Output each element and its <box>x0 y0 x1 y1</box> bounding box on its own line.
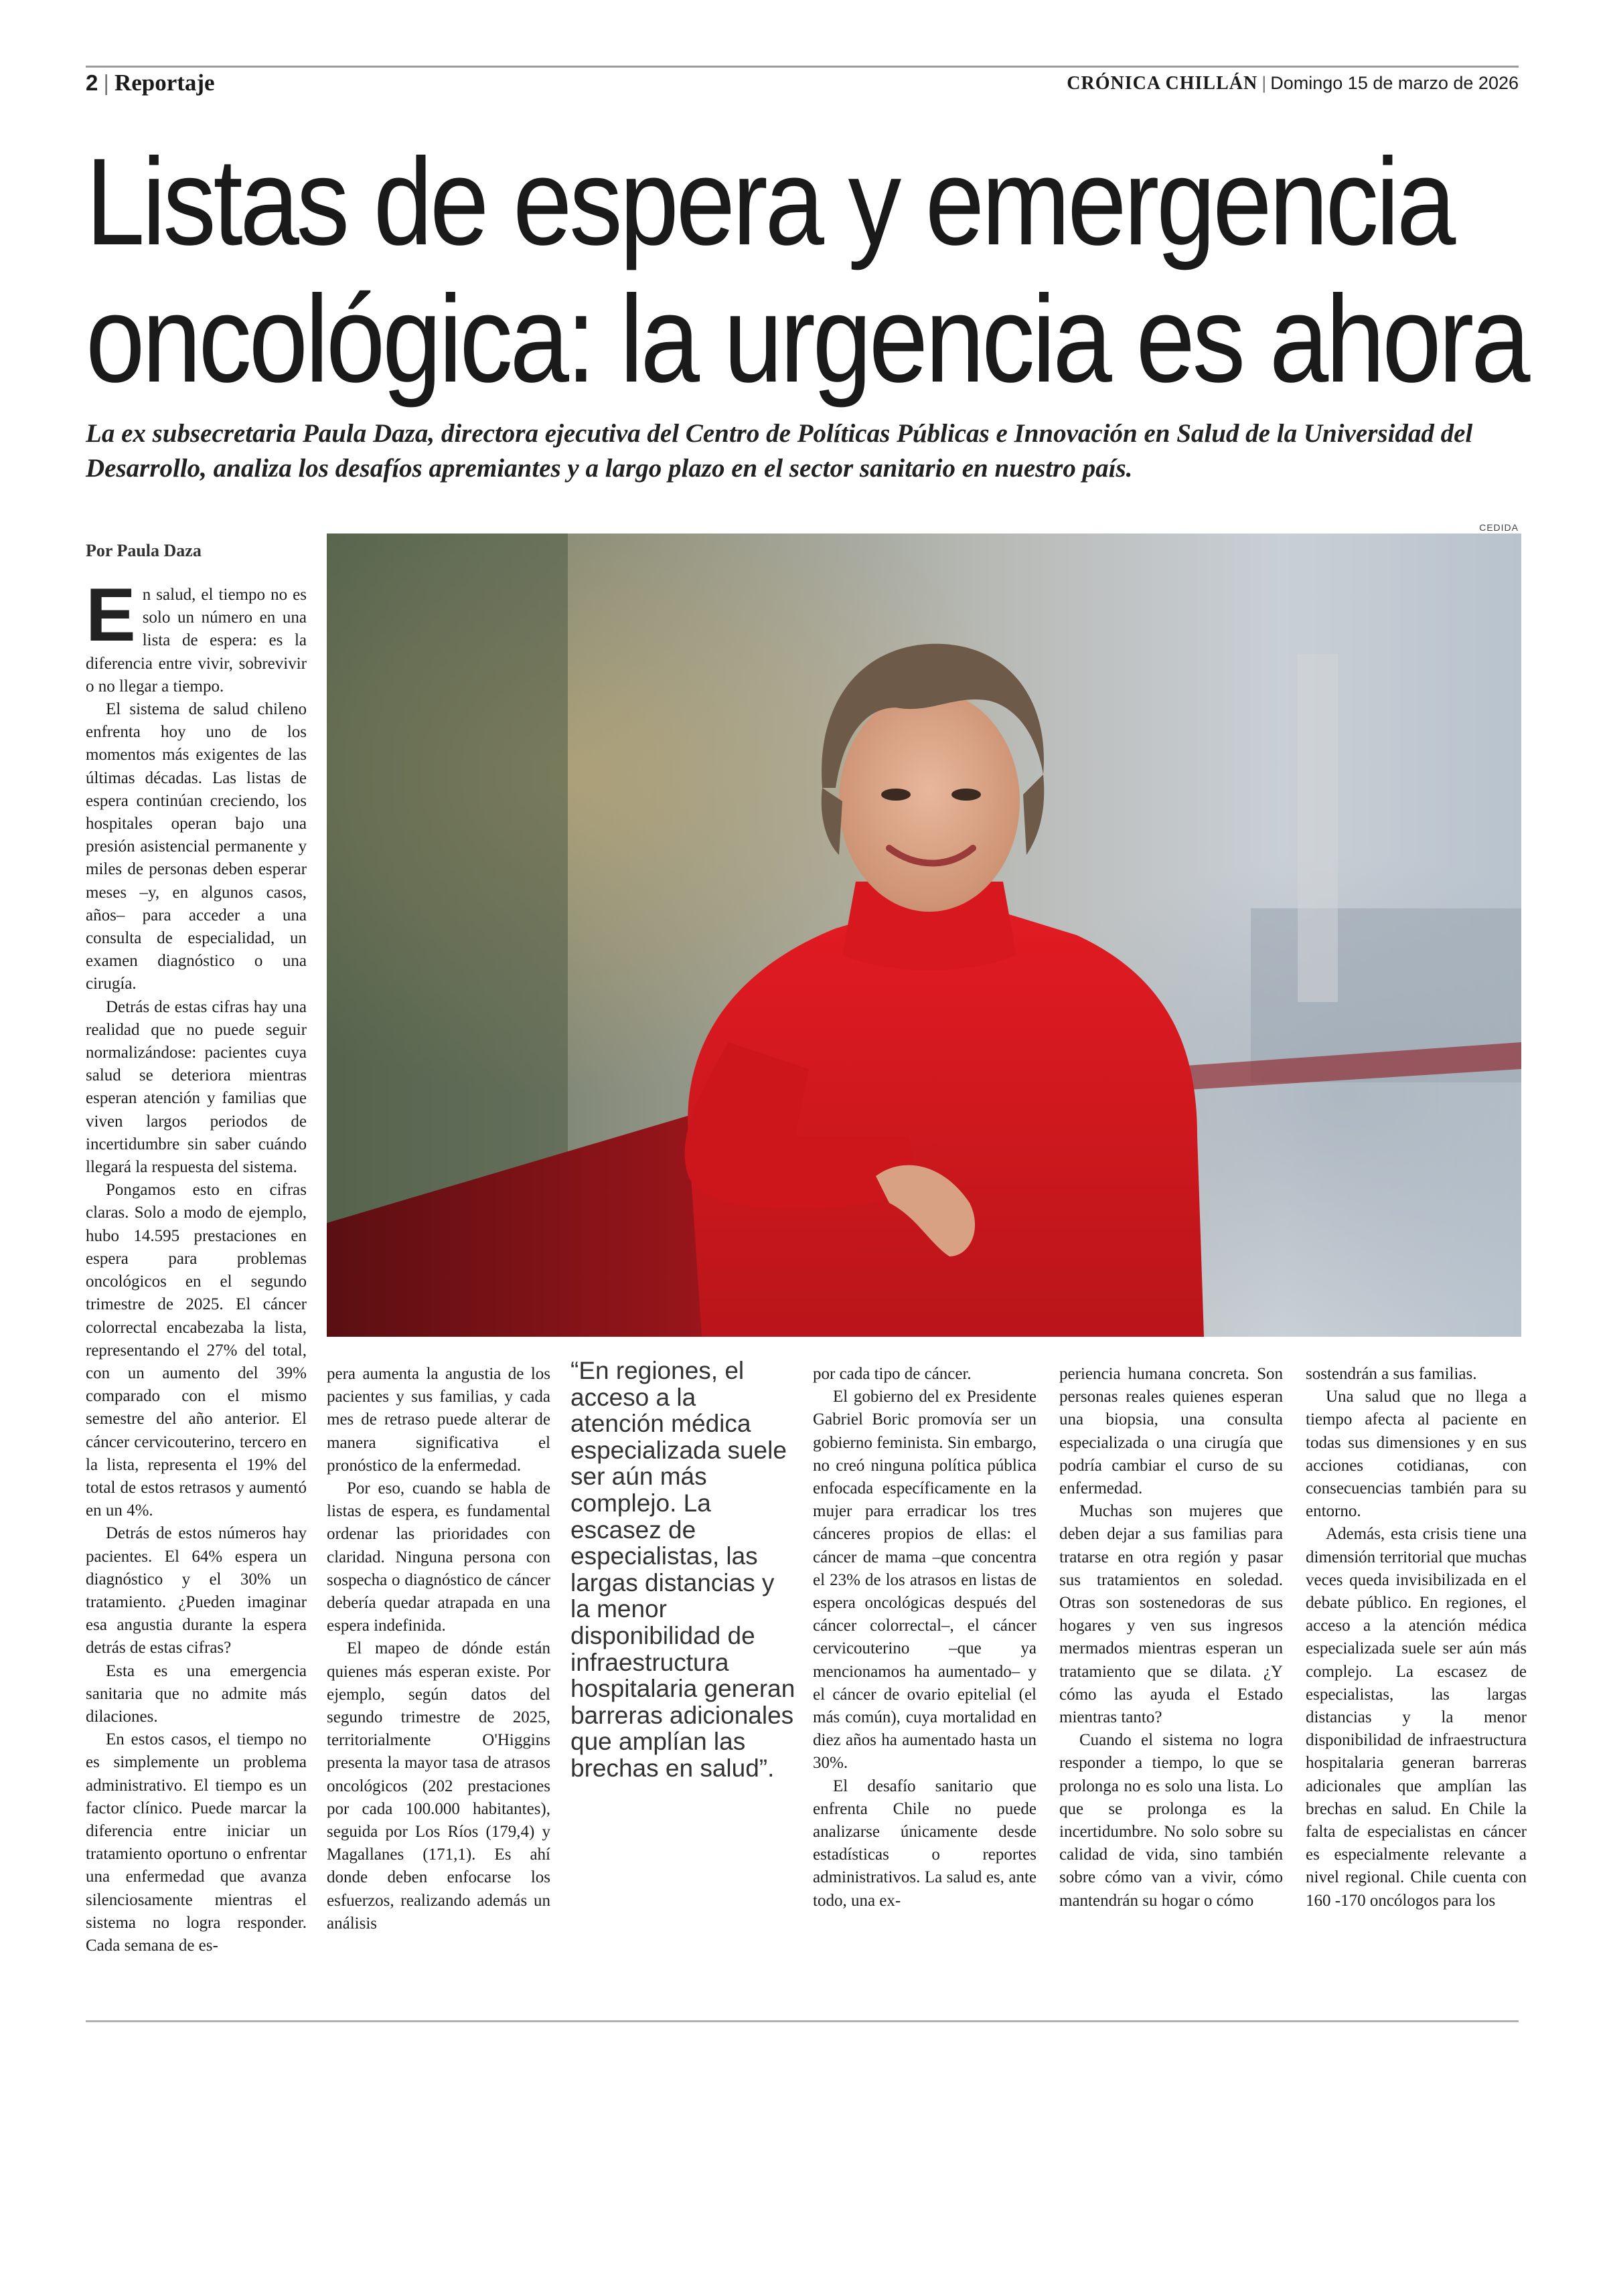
body-paragraph: Esta es una emergencia sanitaria que no admite más dilaciones. <box>86 1661 307 1726</box>
body-column-6 <box>1306 1363 1527 1912</box>
body-paragraph: por cada tipo de cáncer. <box>813 1365 972 1383</box>
body-paragraph: El gobierno del ex Presidente Gabriel Boric promovía ser un gobierno feminista. Sin embargo, no creó ninguna política pública enfocada específicamente en la mujer para erradicar los tres cánceres propios de ellas: el cáncer de mama –que concentra el 23% de los atrasos en listas de espera oncológicas después del cáncer colorrectal–, el cáncer cervicouterino –que ya mencionamos ha aumentado– y el cáncer de ovario epitelial (el más común), cuya mortalidad en diez años ha aumentado hasta un 30%. <box>813 1388 1037 1773</box>
publication-name: CRÓNICA CHILLÁN <box>1067 73 1258 94</box>
body-paragraph: pera aumenta la angustia de los pacientes y sus familias, y cada mes de retraso puede alterar de manera significativa el pronóstico de la enfermedad. <box>327 1365 550 1475</box>
body-paragraph: Además, esta crisis tiene una dimensión territorial que muchas veces queda invisibilizada en el debate público. En regiones, el acceso a la atención médica especializada suele ser aún más complejo. La escasez de especialistas, las largas distancias y la menor disponibilidad de infraestructura hospitalaria generan barreras adicionales que amplían las brechas en salud. En Chile la falta de especialistas en cáncer es especialmente relevante a nivel regional. Chile cuenta con 160 -170 oncólogos para los <box>1306 1525 1527 1910</box>
issue-date: Domingo 15 de marzo de 2026 <box>1270 73 1519 93</box>
body-paragraph: Pongamos esto en cifras claras. Solo a modo de ejemplo, hubo 14.595 prestaciones en espera para problemas oncológicos en el segundo trimestre de 2025. El cáncer colorrectal encabezaba la lista, representando el 27% del total, con un aumento del 39% comparado con el mismo semestre del año anterior. El cáncer cervicouterino, tercero en la lista, representa el 19% del total de estos retrasos y aumentó en un 4%. <box>86 1181 307 1520</box>
drop-cap: E <box>86 573 136 657</box>
headline-line-2: oncológica: la urgencia es ahora <box>86 270 1528 408</box>
body-paragraph: El mapeo de dónde están quienes más esperan existe. Por ejemplo, según datos del segundo trimestre de 2025, territorialmente O'Higgins presenta la mayor tasa de atrasos oncológicos (202 prestaciones por cada 100.000 habitantes), seguida por Los Ríos (179,4) y Magallanes (171,1). Es ahí donde deben enfocarse los esfuerzos, realizando además un análisis <box>327 1639 550 1933</box>
page-header-left <box>86 70 215 96</box>
article-deck: La ex subsecretaria Paula Daza, directora ejecutiva del Centro de Políticas Públicas e Innovación en Salud de la Universidad del Desarrollo, analiza los desafíos apremiantes y a largo plazo en el sector sanitario en nuestro país. <box>86 419 1473 483</box>
bottom-rule <box>86 2020 1519 2022</box>
body-paragraph-text: n salud, el tiempo no es solo un número en una lista de espera: es la diferencia entre vivir, sobrevivir o no llegar a tiempo. <box>86 586 307 695</box>
photo-credit: CEDIDA <box>1479 522 1519 533</box>
body-paragraph: Cuando el sistema no logra responder a tiempo, lo que se prolonga no es solo una lista. Lo que se prolonga es la incertidumbre. No solo sobre su calidad de vida, sino también sobre cómo van a vivir, cómo mantendrán su hogar o cómo <box>1059 1731 1283 1910</box>
headline-line-1: Listas de espera y emergencia <box>86 133 1454 271</box>
body-paragraph: periencia humana concreta. Son personas reales quienes esperan una biopsia, una consulta especializada o una cirugía que podría cambiar el curso de su enfermedad. <box>1059 1365 1283 1498</box>
portrait-photo <box>327 534 1521 1337</box>
body-column-2 <box>327 1363 550 1935</box>
headline <box>86 133 1528 408</box>
byline: Por Paula Daza <box>86 541 202 560</box>
body-column-1 <box>86 573 307 1957</box>
body-paragraph: Detrás de estas cifras hay una realidad que no puede seguir normalizándose: pacientes cuya salud se deteriora mientras esperan atención y familias que viven largos periodos de incertidumbre sin saber cuándo llegará la respuesta del sistema. <box>86 997 307 1177</box>
header-separator: | <box>103 70 109 95</box>
body-column-5 <box>1059 1363 1283 1912</box>
pull-quote: “En regiones, el acceso a la atención médica especializada suele ser aún más complejo. La escasez de especialistas, las largas distancias y la menor disponibilidad de infraestructura hospitalaria generan barreras adicionales que amplían las brechas en salud”. <box>570 1357 795 1782</box>
body-paragraph: Por eso, cuando se habla de listas de espera, es fundamental ordenar las prioridades con claridad. Ninguna persona con sospecha o diagnóstico de cáncer debería quedar atrapada en una espera indefinida. <box>327 1479 550 1635</box>
body-paragraph: El desafío sanitario que enfrenta Chile no puede analizarse únicamente desde estadísticas o reportes administrativos. La salud es, ante todo, una ex- <box>813 1777 1037 1910</box>
body-paragraph: Detrás de estos números hay pacientes. El 64% espera un diagnóstico y el 30% un tratamiento. ¿Pueden imaginar esa angustia durante la espera detrás de estas cifras? <box>86 1524 307 1657</box>
body-paragraph: El sistema de salud chileno enfrenta hoy uno de los momentos más exigentes de las últimas décadas. Las listas de espera continúan creciendo, los hospitales operan bajo una presión asistencial permanente y miles de personas deben esperar meses –y, en algunos casos, años– para acceder a una consulta de especialidad, un examen diagnóstico o una cirugía. <box>86 700 307 993</box>
body-paragraph <box>86 573 307 698</box>
body-column-4 <box>813 1363 1037 1912</box>
top-rule <box>86 66 1519 68</box>
body-paragraph: sostendrán a sus familias. <box>1306 1365 1477 1383</box>
page-number: 2 <box>86 70 98 95</box>
section-name: Reportaje <box>114 70 215 96</box>
body-paragraph: Muchas son mujeres que deben dejar a sus familias para tratarse en otra región y pasar sus tratamientos en soledad. Otras son sostenedoras de sus hogares y ven sus ingresos mermados mientras esperan un tratamiento que se dilata. ¿Y cómo las ayuda el Estado mientras tanto? <box>1059 1502 1283 1727</box>
body-paragraph: Una salud que no llega a tiempo afecta al paciente en todas sus dimensiones y en sus acciones cotidianas, con consecuencias también para su entorno. <box>1306 1388 1527 1521</box>
header-separator: | <box>1261 73 1267 93</box>
portrait-photo-woman-red-sweater-icon <box>327 534 1521 1337</box>
body-paragraph: En estos casos, el tiempo no es simplemente un problema administrativo. El tiempo es un factor clínico. Puede marcar la diferencia entre iniciar un tratamiento oportuno o enfrentar una enfermedad que avanza silenciosamente mientras el sistema no logra responder. Cada semana de es- <box>86 1730 307 1955</box>
page-header-right <box>1067 70 1519 96</box>
